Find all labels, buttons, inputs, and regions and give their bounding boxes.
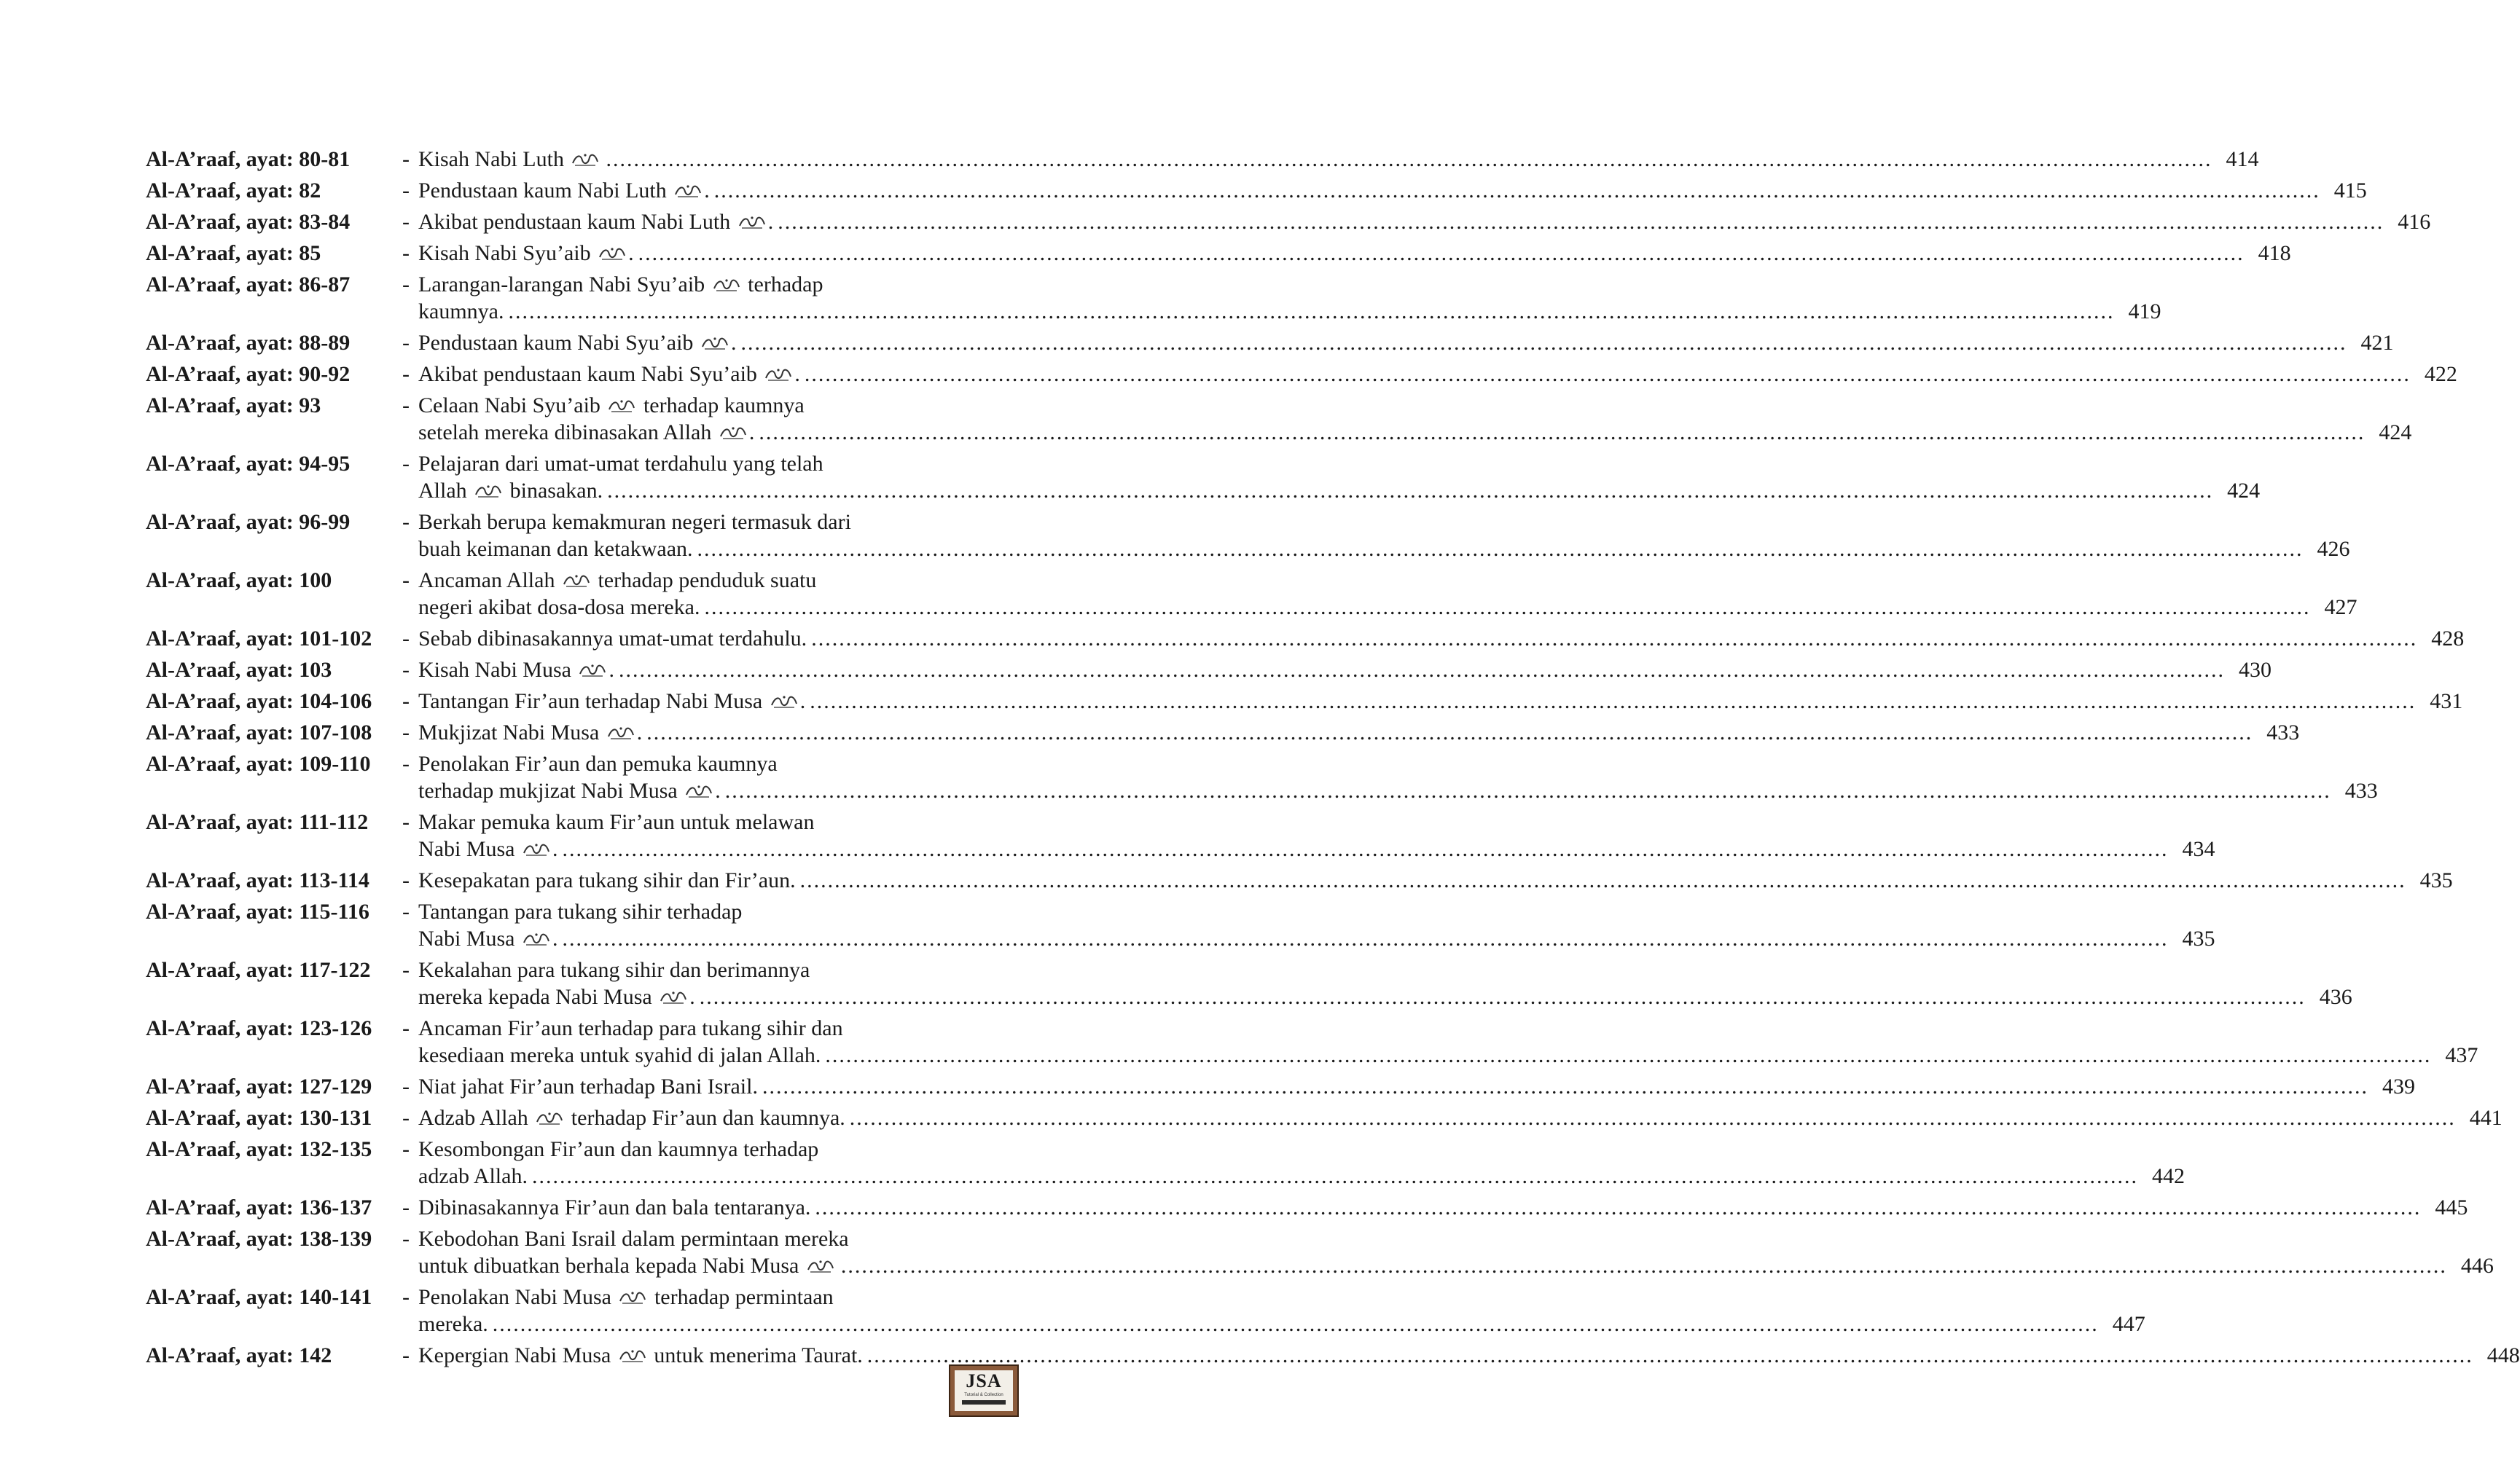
toc-entry-description: - Kekalahan para tukang sihir dan berimannya mereka kepada Nabi Musa . ..... 436	[402, 957, 2352, 1010]
toc-entry-description: - Kebodohan Bani Israil dalam permintaan mereka untuk dibuatkan berhala kepada Nabi Musa ..... 446	[402, 1225, 2494, 1279]
honorific-glyph-icon	[712, 277, 741, 293]
toc-entry-text-line: untuk dibuatkan berhala kepada Nabi Musa	[418, 1252, 837, 1279]
toc-entry-description: - Dibinasakannya Fir’aun dan bala tentaranya. ..... 445	[402, 1194, 2468, 1221]
toc-entry-text-line: Berkah berupa kemakmuran negeri termasuk dari	[418, 510, 851, 534]
toc-entry-reference: Al-A’raaf, ayat: 88-89	[146, 331, 351, 355]
toc-entry-page-number: 435	[2182, 927, 2215, 951]
dot-leader	[725, 777, 2331, 804]
toc-entry-description: - Kisah Nabi Musa . ..... 430	[402, 656, 2271, 683]
toc-entry	[146, 1136, 2185, 1190]
honorific-glyph-icon	[700, 335, 729, 351]
toc-entry-text-line: Akibat pendustaan kaum Nabi Syu’aib .	[418, 362, 800, 386]
toc-entry-page-number: 414	[2226, 147, 2259, 171]
toc-entry-reference: Al-A’raaf, ayat: 103	[146, 658, 332, 682]
publisher-logo	[949, 1364, 1019, 1417]
dot-leader	[811, 625, 2417, 652]
toc-entry-text-line: Kebodohan Bani Israil dalam permintaan mereka	[418, 1227, 849, 1251]
toc-entry-reference: Al-A’raaf, ayat: 90-92	[146, 362, 351, 386]
honorific-glyph-icon	[578, 662, 607, 678]
toc-entry-text-line: Allah binasakan.	[418, 479, 603, 503]
toc-entry-text-line: Mukjizat Nabi Musa .	[418, 720, 643, 745]
honorific-glyph-icon	[618, 1289, 647, 1305]
toc-entry	[146, 567, 2357, 621]
toc-entry-reference: Al-A’raaf, ayat: 127-129	[146, 1075, 372, 1099]
toc-entry-text-line: Pendustaan kaum Nabi Syu’aib .	[418, 331, 737, 355]
dot-leader	[714, 177, 2320, 204]
toc-entry-description: - Ancaman Fir’aun terhadap para tukang sihir dan kesediaan mereka untuk syahid di jalan Allah. ..... 437	[402, 1015, 2478, 1069]
honorific-glyph-icon	[719, 425, 748, 441]
honorific-glyph-icon	[535, 1110, 564, 1126]
toc-entry-text-line: Nabi Musa .	[418, 837, 558, 861]
toc-entry-text-line: kaumnya.	[418, 299, 504, 323]
toc-entry-reference: Al-A’raaf, ayat: 132-135	[146, 1137, 372, 1161]
toc-entry	[146, 898, 2215, 952]
toc-entry-text-line: Kepergian Nabi Musa untuk menerima Taurat.	[418, 1343, 863, 1367]
toc-entry-page-number: 436	[2319, 985, 2352, 1009]
dot-leader	[762, 1073, 2368, 1100]
toc-entry-reference: Al-A’raaf, ayat: 136-137	[146, 1195, 372, 1220]
toc-entry	[146, 625, 2465, 652]
toc-entry-page-number: 439	[2382, 1075, 2415, 1099]
toc-entry	[146, 1015, 2478, 1069]
honorific-glyph-icon	[770, 694, 799, 710]
dot-leader	[532, 1163, 2138, 1190]
logo-mark: JSA	[966, 1370, 1002, 1391]
toc-entry-text-line: terhadap mukjizat Nabi Musa .	[418, 779, 721, 803]
honorific-glyph-icon	[684, 783, 713, 799]
toc-entry-reference: Al-A’raaf, ayat: 96-99	[146, 510, 351, 534]
toc-entry-reference: Al-A’raaf, ayat: 123-126	[146, 1016, 372, 1040]
toc-entry	[146, 208, 2431, 235]
toc-entry	[146, 146, 2259, 173]
toc-entry-description: - Kisah Nabi Syu’aib . ..... 418	[402, 240, 2291, 267]
toc-entry-text-line: adzab Allah.	[418, 1164, 528, 1188]
toc-entry	[146, 240, 2291, 267]
toc-entry-description: - Niat jahat Fir’aun terhadap Bani Israil. ..... 439	[402, 1073, 2415, 1100]
toc-entry-description: - Berkah berupa kemakmuran negeri termasuk dari buah keimanan dan ketakwaan. ..... 426	[402, 508, 2350, 562]
toc-entry-page-number: 442	[2151, 1164, 2185, 1188]
honorific-glyph-icon	[474, 483, 503, 499]
toc-entry-page-number: 422	[2424, 362, 2457, 386]
toc-entry-reference: Al-A’raaf, ayat: 115-116	[146, 900, 369, 924]
toc-entry	[146, 271, 2161, 325]
toc-entry-description: - Tantangan Fir’aun terhadap Nabi Musa . ..... 431	[402, 688, 2462, 715]
dot-leader	[759, 419, 2365, 446]
toc-entry-page-number: 427	[2324, 595, 2357, 619]
toc-entry-description: - Mukjizat Nabi Musa . ..... 433	[402, 719, 2299, 746]
toc-entry-text-line: Akibat pendustaan kaum Nabi Luth .	[418, 210, 774, 234]
toc-entry-description: - Ancaman Allah terhadap penduduk suatu negeri akibat dosa-dosa mereka. ..... 427	[402, 567, 2357, 621]
dot-leader	[697, 535, 2304, 562]
toc-entry-page-number: 441	[2469, 1106, 2503, 1130]
toc-entry-text-line: Ancaman Fir’aun terhadap para tukang sihir dan	[418, 1016, 843, 1040]
dot-leader	[606, 146, 2212, 173]
toc-entry-reference: Al-A’raaf, ayat: 100	[146, 568, 332, 592]
toc-entry-text-line: setelah mereka dibinasakan Allah .	[418, 420, 755, 444]
toc-entry-page-number: 424	[2379, 420, 2412, 444]
toc-entry	[146, 329, 2394, 356]
dot-leader	[778, 208, 2384, 235]
toc-entry-text-line: Tantangan para tukang sihir terhadap	[418, 900, 743, 924]
toc-entry-description: - Pelajaran dari umat-umat terdahulu yang telah Allah binasakan. ..... 424	[402, 450, 2260, 504]
toc-entry-text-line: mereka kepada Nabi Musa .	[418, 985, 695, 1009]
dot-leader	[850, 1104, 2456, 1131]
dot-leader	[646, 719, 2253, 746]
dot-leader	[815, 1194, 2421, 1221]
toc-entry-reference: Al-A’raaf, ayat: 113-114	[146, 868, 369, 892]
toc-entry	[146, 688, 2463, 715]
table-of-contents	[146, 146, 2520, 1373]
dot-leader	[805, 361, 2411, 388]
toc-entry	[146, 1104, 2503, 1131]
toc-entry	[146, 809, 2215, 863]
toc-entry-page-number: 430	[2238, 658, 2271, 682]
dot-leader	[638, 240, 2245, 267]
dot-leader	[841, 1252, 2447, 1279]
toc-entry-page-number: 426	[2317, 537, 2350, 561]
honorific-glyph-icon	[522, 841, 551, 857]
toc-entry-reference: Al-A’raaf, ayat: 138-139	[146, 1227, 372, 1251]
toc-entry-reference: Al-A’raaf, ayat: 94-95	[146, 452, 351, 476]
dot-leader	[700, 983, 2306, 1010]
toc-entry-description: - Kesombongan Fir’aun dan kaumnya terhadap adzab Allah. ..... 442	[402, 1136, 2185, 1190]
toc-entry-text-line: Kisah Nabi Musa .	[418, 658, 614, 682]
dot-leader	[508, 298, 2114, 325]
toc-entry-reference: Al-A’raaf, ayat: 101-102	[146, 627, 372, 651]
toc-entry-text-line: Kisah Nabi Luth	[418, 146, 601, 173]
toc-entry-description: - Kesepakatan para tukang sihir dan Fir’aun. ..... 435	[402, 867, 2453, 894]
dot-leader	[607, 477, 2213, 504]
honorific-glyph-icon	[598, 246, 627, 262]
toc-entry-description: - Akibat pendustaan kaum Nabi Luth . ..... 416	[402, 208, 2430, 235]
toc-entry	[146, 1342, 2520, 1369]
logo-subtitle: Tutorial & Collection	[964, 1393, 1003, 1397]
toc-entry	[146, 177, 2367, 204]
honorific-glyph-icon	[522, 931, 551, 947]
honorific-glyph-icon	[562, 573, 591, 589]
toc-entry-page-number: 424	[2227, 479, 2261, 503]
toc-entry-page-number: 447	[2112, 1312, 2145, 1336]
toc-entry-text-line: Adzab Allah terhadap Fir’aun dan kaumnya.	[418, 1106, 845, 1130]
honorific-glyph-icon	[737, 214, 767, 230]
toc-entry-reference: Al-A’raaf, ayat: 104-106	[146, 689, 372, 713]
toc-entry-text-line: negeri akibat dosa-dosa mereka.	[418, 595, 700, 619]
toc-entry-text-line: Larangan-larangan Nabi Syu’aib terhadap	[418, 272, 823, 296]
toc-entry-reference: Al-A’raaf, ayat: 130-131	[146, 1106, 372, 1130]
toc-entry	[146, 1194, 2468, 1221]
toc-entry	[146, 656, 2271, 683]
toc-entry-description: - Makar pemuka kaum Fir’aun untuk melawan Nabi Musa . ..... 434	[402, 809, 2215, 863]
toc-entry-page-number: 431	[2430, 689, 2463, 713]
toc-entry-page-number: 419	[2128, 299, 2161, 323]
toc-entry-page-number: 445	[2435, 1195, 2468, 1220]
toc-entry	[146, 508, 2350, 562]
toc-entry-text-line: kesediaan mereka untuk syahid di jalan Allah.	[418, 1043, 821, 1067]
toc-entry-reference: Al-A’raaf, ayat: 80-81	[146, 147, 351, 171]
toc-entry-description: - Sebab dibinasakannya umat-umat terdahulu. ..... 428	[402, 625, 2464, 652]
toc-entry-reference: Al-A’raaf, ayat: 107-108	[146, 720, 372, 745]
toc-entry-text-line: Kekalahan para tukang sihir dan berimannya	[418, 958, 810, 982]
honorific-glyph-icon	[607, 398, 636, 414]
dot-leader	[705, 594, 2311, 621]
logo-bar	[962, 1400, 1006, 1405]
toc-entry	[146, 1284, 2145, 1338]
toc-entry-page-number: 433	[2344, 779, 2378, 803]
dot-leader	[740, 329, 2347, 356]
toc-entry-page-number: 433	[2266, 720, 2300, 745]
toc-entry-text-line: Penolakan Nabi Musa terhadap permintaan	[418, 1285, 834, 1309]
toc-entry-text-line: Ancaman Allah terhadap penduduk suatu	[418, 568, 817, 592]
dot-leader	[867, 1342, 2473, 1369]
toc-entry-page-number: 421	[2360, 331, 2394, 355]
toc-entry-page-number: 448	[2486, 1343, 2520, 1367]
honorific-glyph-icon	[659, 989, 688, 1005]
toc-entry-description: - Kepergian Nabi Musa untuk menerima Taurat. ..... 448	[402, 1342, 2520, 1369]
toc-entry-reference: Al-A’raaf, ayat: 111-112	[146, 810, 369, 834]
toc-entry-description: - Pendustaan kaum Nabi Syu’aib . ..... 421	[402, 329, 2393, 356]
toc-entry	[146, 867, 2453, 894]
toc-entry-text-line: Nabi Musa .	[418, 927, 558, 951]
toc-entry-description: - Penolakan Nabi Musa terhadap permintaan mereka. ..... 447	[402, 1284, 2145, 1338]
toc-entry-description: - Penolakan Fir’aun dan pemuka kaumnya terhadap mukjizat Nabi Musa . ..... 433	[402, 750, 2378, 804]
toc-entry-page-number: 435	[2419, 868, 2453, 892]
toc-entry-description: - Larangan-larangan Nabi Syu’aib terhadap kaumnya. ..... 419	[402, 271, 2161, 325]
toc-entry	[146, 719, 2300, 746]
toc-entry-text-line: Sebab dibinasakannya umat-umat terdahulu.	[418, 627, 807, 651]
dot-leader	[493, 1311, 2099, 1338]
toc-entry-reference: Al-A’raaf, ayat: 82	[146, 178, 321, 203]
toc-entry-page-number: 446	[2460, 1254, 2494, 1278]
toc-entry-reference: Al-A’raaf, ayat: 93	[146, 393, 321, 417]
toc-entry-reference: Al-A’raaf, ayat: 140-141	[146, 1285, 372, 1309]
toc-entry	[146, 1225, 2494, 1279]
honorific-glyph-icon	[806, 1258, 835, 1274]
honorific-glyph-icon	[618, 1348, 647, 1364]
dot-leader	[825, 1042, 2431, 1069]
dot-leader	[810, 688, 2416, 715]
toc-entry-text-line: Penolakan Fir’aun dan pemuka kaumnya	[418, 752, 778, 776]
honorific-glyph-icon	[571, 152, 600, 168]
toc-entry-text-line: Kesepakatan para tukang sihir dan Fir’aun.	[418, 868, 796, 892]
toc-entry-reference: Al-A’raaf, ayat: 117-122	[146, 958, 371, 982]
toc-entry-reference: Al-A’raaf, ayat: 86-87	[146, 272, 351, 296]
toc-entry-reference: Al-A’raaf, ayat: 85	[146, 241, 321, 265]
toc-entry-text-line: Tantangan Fir’aun terhadap Nabi Musa .	[418, 689, 806, 713]
toc-entry-text-line: Pendustaan kaum Nabi Luth .	[418, 178, 710, 203]
dot-leader	[619, 656, 2225, 683]
toc-entry-text-line: Kesombongan Fir’aun dan kaumnya terhadap	[418, 1137, 819, 1161]
toc-entry-page-number: 415	[2333, 178, 2367, 203]
toc-entry-description: - Akibat pendustaan kaum Nabi Syu’aib . ..... 422	[402, 361, 2457, 388]
dot-leader	[562, 925, 2168, 952]
toc-entry-description: - Adzab Allah terhadap Fir’aun dan kaumnya. ..... 441	[402, 1104, 2503, 1131]
toc-entry-text-line: Niat jahat Fir’aun terhadap Bani Israil.	[418, 1075, 758, 1099]
toc-entry	[146, 957, 2352, 1010]
toc-entry-description: - Tantangan para tukang sihir terhadap Nabi Musa . ..... 435	[402, 898, 2215, 952]
toc-entry-text-line: Pelajaran dari umat-umat terdahulu yang telah	[418, 452, 823, 476]
toc-entry-text-line: mereka.	[418, 1312, 488, 1336]
toc-entry-reference: Al-A’raaf, ayat: 83-84	[146, 210, 351, 234]
toc-entry	[146, 450, 2261, 504]
toc-entry-text-line: Celaan Nabi Syu’aib terhadap kaumnya	[418, 393, 805, 417]
toc-entry-text-line: buah keimanan dan ketakwaan.	[418, 537, 693, 561]
honorific-glyph-icon	[606, 725, 635, 741]
toc-entry	[146, 392, 2412, 446]
toc-entry-text-line: Makar pemuka kaum Fir’aun untuk melawan	[418, 810, 815, 834]
toc-entry	[146, 361, 2457, 388]
toc-entry-page-number: 418	[2258, 241, 2291, 265]
toc-entry	[146, 1073, 2415, 1100]
toc-entry-page-number: 437	[2445, 1043, 2478, 1067]
honorific-glyph-icon	[673, 183, 703, 199]
dot-leader	[562, 836, 2168, 863]
honorific-glyph-icon	[764, 366, 793, 382]
toc-entry-page-number: 416	[2398, 210, 2431, 234]
toc-entry-reference: Al-A’raaf, ayat: 109-110	[146, 752, 371, 776]
toc-entry-description: - Pendustaan kaum Nabi Luth . ..... 415	[402, 177, 2367, 204]
toc-entry-description: - Kisah Nabi Luth ..... 414	[402, 146, 2258, 173]
toc-entry-text-line: Kisah Nabi Syu’aib .	[418, 241, 634, 265]
toc-entry-page-number: 428	[2431, 627, 2465, 651]
toc-entry-reference: Al-A’raaf, ayat: 142	[146, 1343, 332, 1367]
toc-entry-page-number: 434	[2182, 837, 2215, 861]
dot-leader	[800, 867, 2406, 894]
toc-entry	[146, 750, 2378, 804]
toc-entry-description: - Celaan Nabi Syu’aib terhadap kaumnya setelah mereka dibinasakan Allah . ..... 424	[402, 392, 2411, 446]
toc-entry-text-line: Dibinasakannya Fir’aun dan bala tentaranya.	[418, 1195, 811, 1220]
